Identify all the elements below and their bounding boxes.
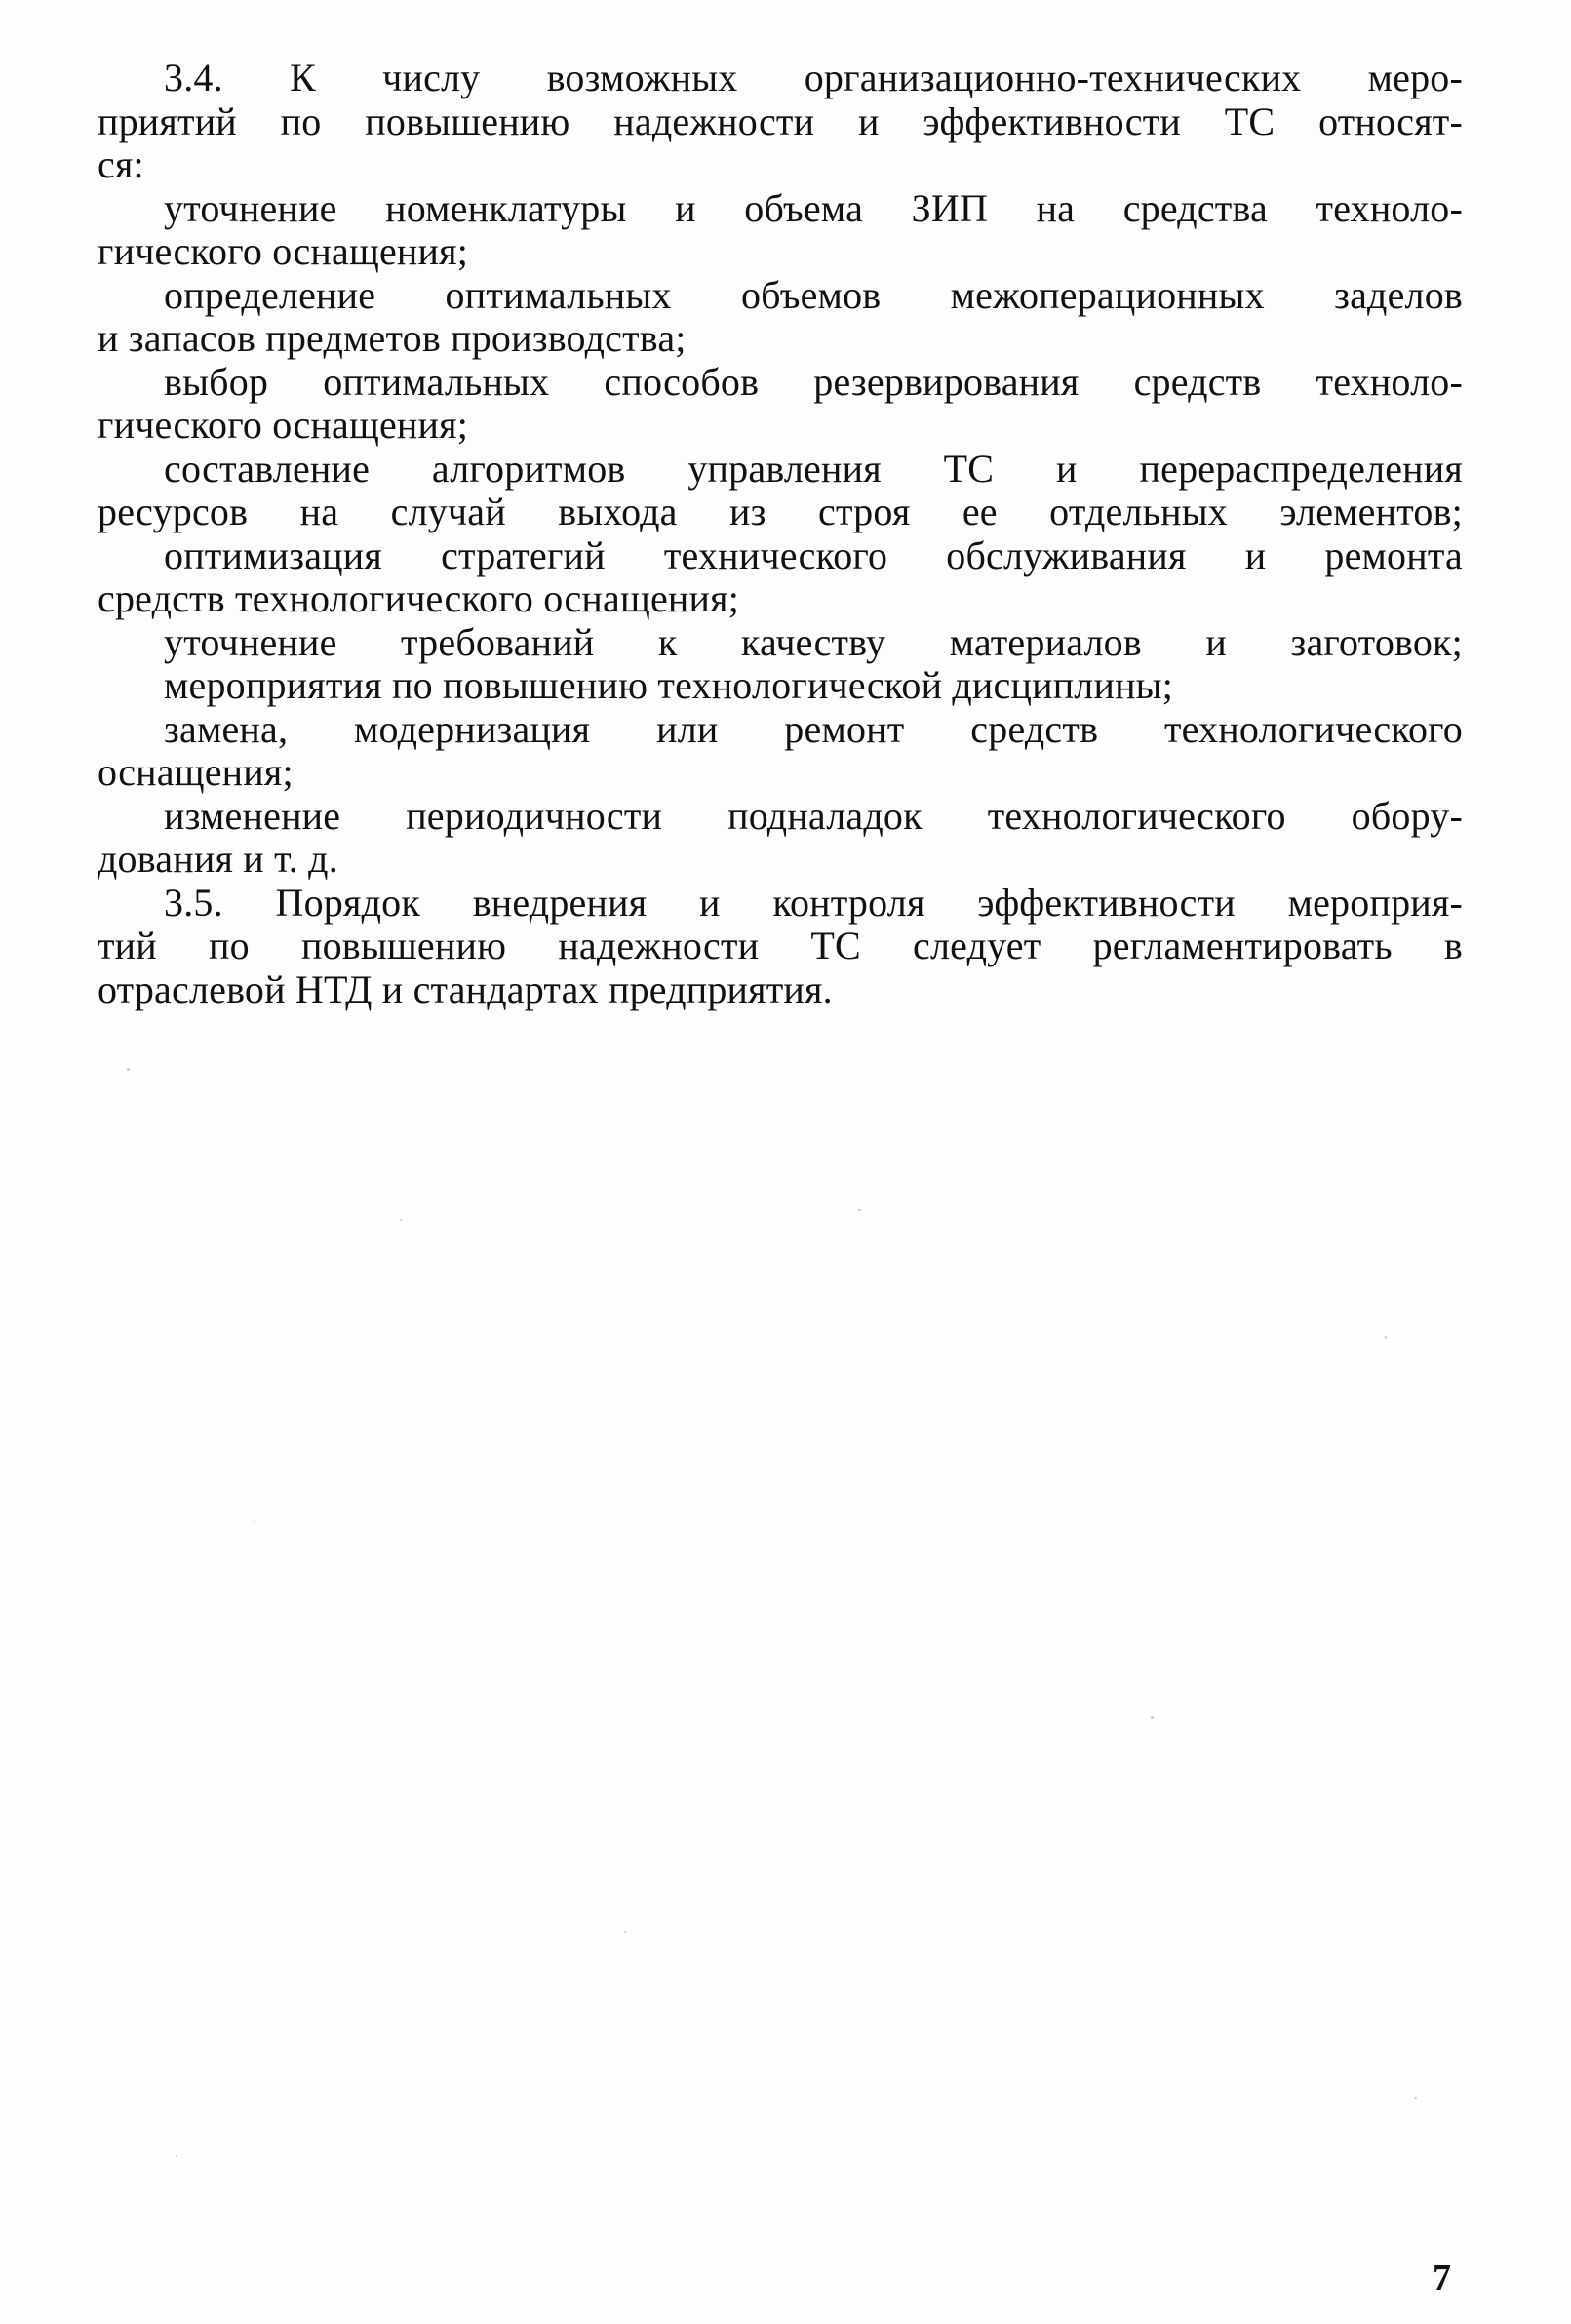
page-number: 7: [1433, 2258, 1451, 2299]
list-item-maintenance-line-2: средств технологического оснащения;: [98, 576, 740, 620]
list-item-replacement-line-2: оснащения;: [98, 750, 294, 794]
scan-speck: [127, 1068, 130, 1071]
list-item-zip-line-2: гического оснащения;: [98, 229, 469, 273]
list-item-redundancy-line-2: гического оснащения;: [98, 403, 469, 447]
scan-speck: [400, 1219, 402, 1221]
paragraph-3-5-line-3: отраслевой НТД и стандартах предприятия.: [98, 966, 833, 1011]
list-item-redundancy-line-1: выбор оптимальных способов резервирования средств техноло-: [164, 359, 1463, 404]
list-item-reserves-line-1: определение оптимальных объемов межоперационных заделов: [164, 272, 1463, 317]
scan-speck: [1385, 1336, 1387, 1339]
list-item-discipline: мероприятия по повышению технологической дисциплины;: [164, 663, 1174, 707]
paragraph-3-4-line-3: ся:: [98, 142, 144, 186]
scan-speck: [624, 1931, 626, 1933]
scan-speck: [176, 2155, 177, 2157]
paragraph-3-4-line-2: приятий по повышению надежности и эффективности ТС относят-: [98, 98, 1463, 143]
list-item-replacement-line-1: замена, модернизация или ремонт средств технологического: [164, 706, 1463, 751]
scan-speck: [1151, 1716, 1154, 1719]
list-item-periodicity-line-1: изменение периодичности подналадок технологического обору-: [164, 793, 1463, 838]
list-item-materials: уточнение требований к качеству материалов и заготовок;: [164, 619, 1463, 664]
list-item-algorithms-line-1: составление алгоритмов управления ТС и перераспределения: [164, 446, 1463, 491]
list-item-algorithms-line-2: ресурсов на случай выхода из строя ее отдельных элементов;: [98, 490, 1463, 533]
body-text: [98, 57, 1463, 1011]
list-item-reserves-line-2: и запасов предметов производства;: [98, 316, 687, 360]
list-item-periodicity-line-2: дования и т. д.: [98, 837, 338, 881]
scan-speck: [254, 1521, 255, 1523]
scan-speck: [1414, 2097, 1417, 2099]
scan-speck: [858, 1209, 861, 1211]
list-item-zip-line-1: уточнение номенклатуры и объема ЗИП на средства техноло-: [164, 185, 1463, 230]
paragraph-3-4-line-1: 3.4. К числу возможных организационно-технических меро-: [164, 56, 1463, 99]
list-item-maintenance-line-1: оптимизация стратегий технического обслуживания и ремонта: [164, 532, 1463, 577]
paragraph-3-5-line-1: 3.5. Порядок внедрения и контроля эффективности мероприя-: [164, 880, 1463, 925]
paragraph-3-5-line-2: тий по повышению надежности ТС следует регламентировать в: [98, 924, 1463, 967]
